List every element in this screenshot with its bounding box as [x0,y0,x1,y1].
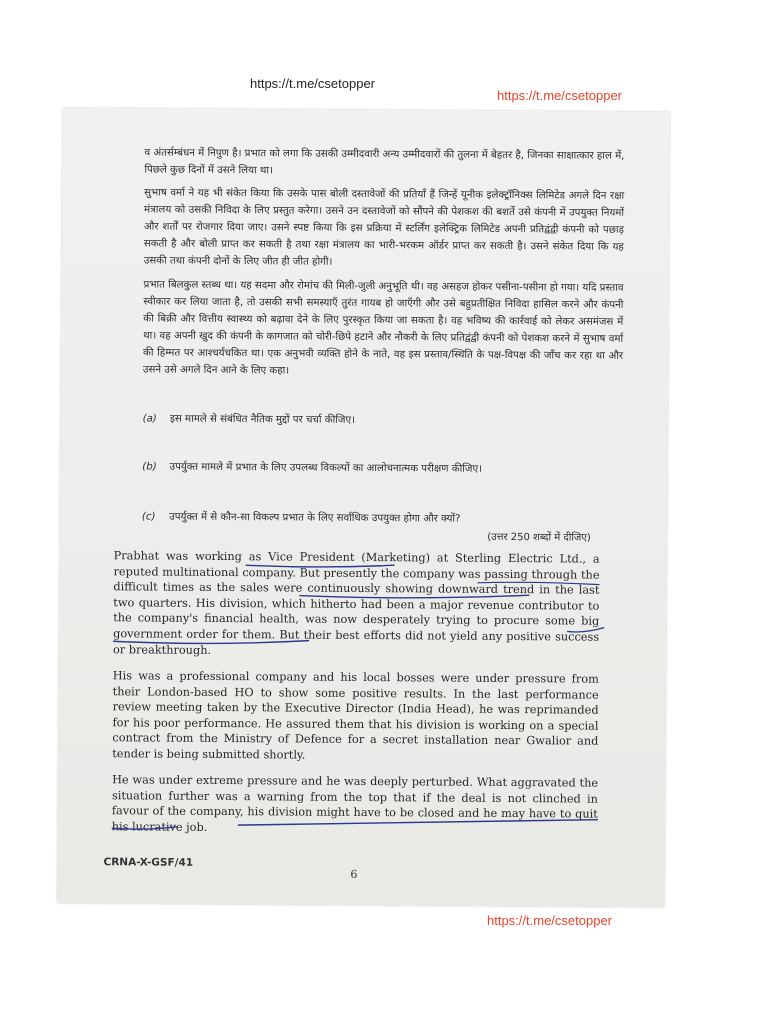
question-a [143,410,613,427]
scanned-page [57,108,670,907]
watermark-top-center[interactable]: https://t.me/csetopper [250,76,376,91]
question-c [142,508,612,525]
question-b-label: (b) [142,461,157,473]
hindi-paragraph-3: प्रभात बिलकुल स्तब्ध था। यह सदमा और रोमांच की मिली-जुली अनुभूति थी। वह असहज होकर पसीना-पसीना हो गया। यदि प्रस्ताव स्वीकार कर लिया जाता है, तो उसकी सभी समस्याएँ तुरंत गायब हो जाएँगी और उसे बहुप्रतीक्षित निविदा हासिल करने और कंपनी की बिक्री और वित्तीय स्वास्थ्य को बढ़ावा देने के लिए पुरस्कृत किया जा सकता है। वह भविष्य की कार्रवाई को लेकर असमंजस में था। वह अपनी खुद की कंपनी के कागजात को चोरी-छिपे हटाने और नौकरी के लिए प्रतिद्वंद्वी कंपनी को पेशकश करने में सुभाष वर्मा की हिम्मत पर आश्चर्यचकित था। एक अनुभवी व्यक्ति होने के नाते, वह इस प्रस्ताव/स्थिति के पक्ष-विपक्ष की जाँच कर रहा था और उसने उसे अगले दिन आने के लिए कहा। [142,279,624,377]
english-paragraph-1: Prabhat was working as Vice President (Marketing) at Sterling Electric Ltd., a reputed multinational company. But presently the company was passing through the difficult times as the sales were continuously showing downward trend in the last two quarters. His division, which hitherto had been a major revenue contributor to the company's financial health, was now desperately trying to procure some big government order for them. But their best efforts did not yield any positive success or breakthrough. [112,549,600,657]
hindi-paragraph-1: व अंतर्सम्बंधन में निपुण है। प्रभात को लगा कि उसकी उम्मीदवारी अन्य उम्मीदवारों की तुलना में बेहतर है, जिनका साक्षात्कार हाल में, पिछले कुछ दिनों में उसने लिया था। [144,147,625,177]
watermark-top-right[interactable]: https://t.me/csetopper [497,88,623,103]
paper-code: CRNA-X-GSF/41 [103,856,194,869]
page-number: 6 [350,867,358,881]
word-limit: (उत्तर 250 शब्दों में दीजिए) [487,531,591,544]
question-c-text: उपर्युक्त में से कौन-सा विकल्प प्रभात के लिए सर्वाधिक उपयुक्त होगा और क्यों? [169,511,461,525]
english-paragraph-2: His was a professional company and his local bosses were under pressure from their London-based HO to show some positive results. In the last performance review meeting taken by the Executive Director (India Head), he was reprimanded for his poor performance. He assured them that his division is working on a special contract from the Ministry of Defence for a secret installation near Gwalior and tender is being submitted shortly. [112,669,599,762]
hindi-paragraph-2: सुभाष वर्मा ने यह भी संकेत किया कि उसके पास बोली दस्तावेजों की प्रतियाँ हैं जिन्हें यूनीक इलेक्ट्रॉनिक्स लिमिटेड अगले दिन रक्षा मंत्रालय को उसकी निविदा के लिए प्रस्तुत करेगा। उसने उन दस्तावेजों को सौंपने की पेशकश की बशर्ते उसे कंपनी में उपयुक्त नियमों और शर्तों पर रोजगार दिया जाए। उसने स्पष्ट किया कि इस प्रक्रिया में स्टर्लिंग इलेक्ट्रिक लिमिटेड अपनी प्रतिद्वंद्वी कंपनी को पछाड़ सकती है और बोली प्राप्त कर सकती है तथा रक्षा मंत्रालय का भारी-भरकम ऑर्डर प्राप्त कर सकती है। उसने संकेत दिया कि यह उसकी तथा कंपनी दोनों के लिए जीत ही जीत होगी। [143,187,625,268]
question-b-text: उपर्युक्त मामले में प्रभात के लिए उपलब्ध विकल्पों का आलोचनात्मक परीक्षण कीजिए। [169,461,482,475]
question-b [142,458,612,475]
question-c-label: (c) [141,511,156,523]
english-paragraph-3: He was under extreme pressure and he was deeply perturbed. What aggravated the situation further was a warning from the top that if the deal is not clinched in favour of the company, his division might have to be closed and he may have to quit his lucrative job. [111,773,599,834]
watermark-bottom-right[interactable]: https://t.me/csetopper [487,913,613,928]
question-a-text: इस मामले से संबंधित नैतिक मुद्दों पर चर्चा कीजिए। [169,413,356,426]
question-a-label: (a) [142,413,157,425]
